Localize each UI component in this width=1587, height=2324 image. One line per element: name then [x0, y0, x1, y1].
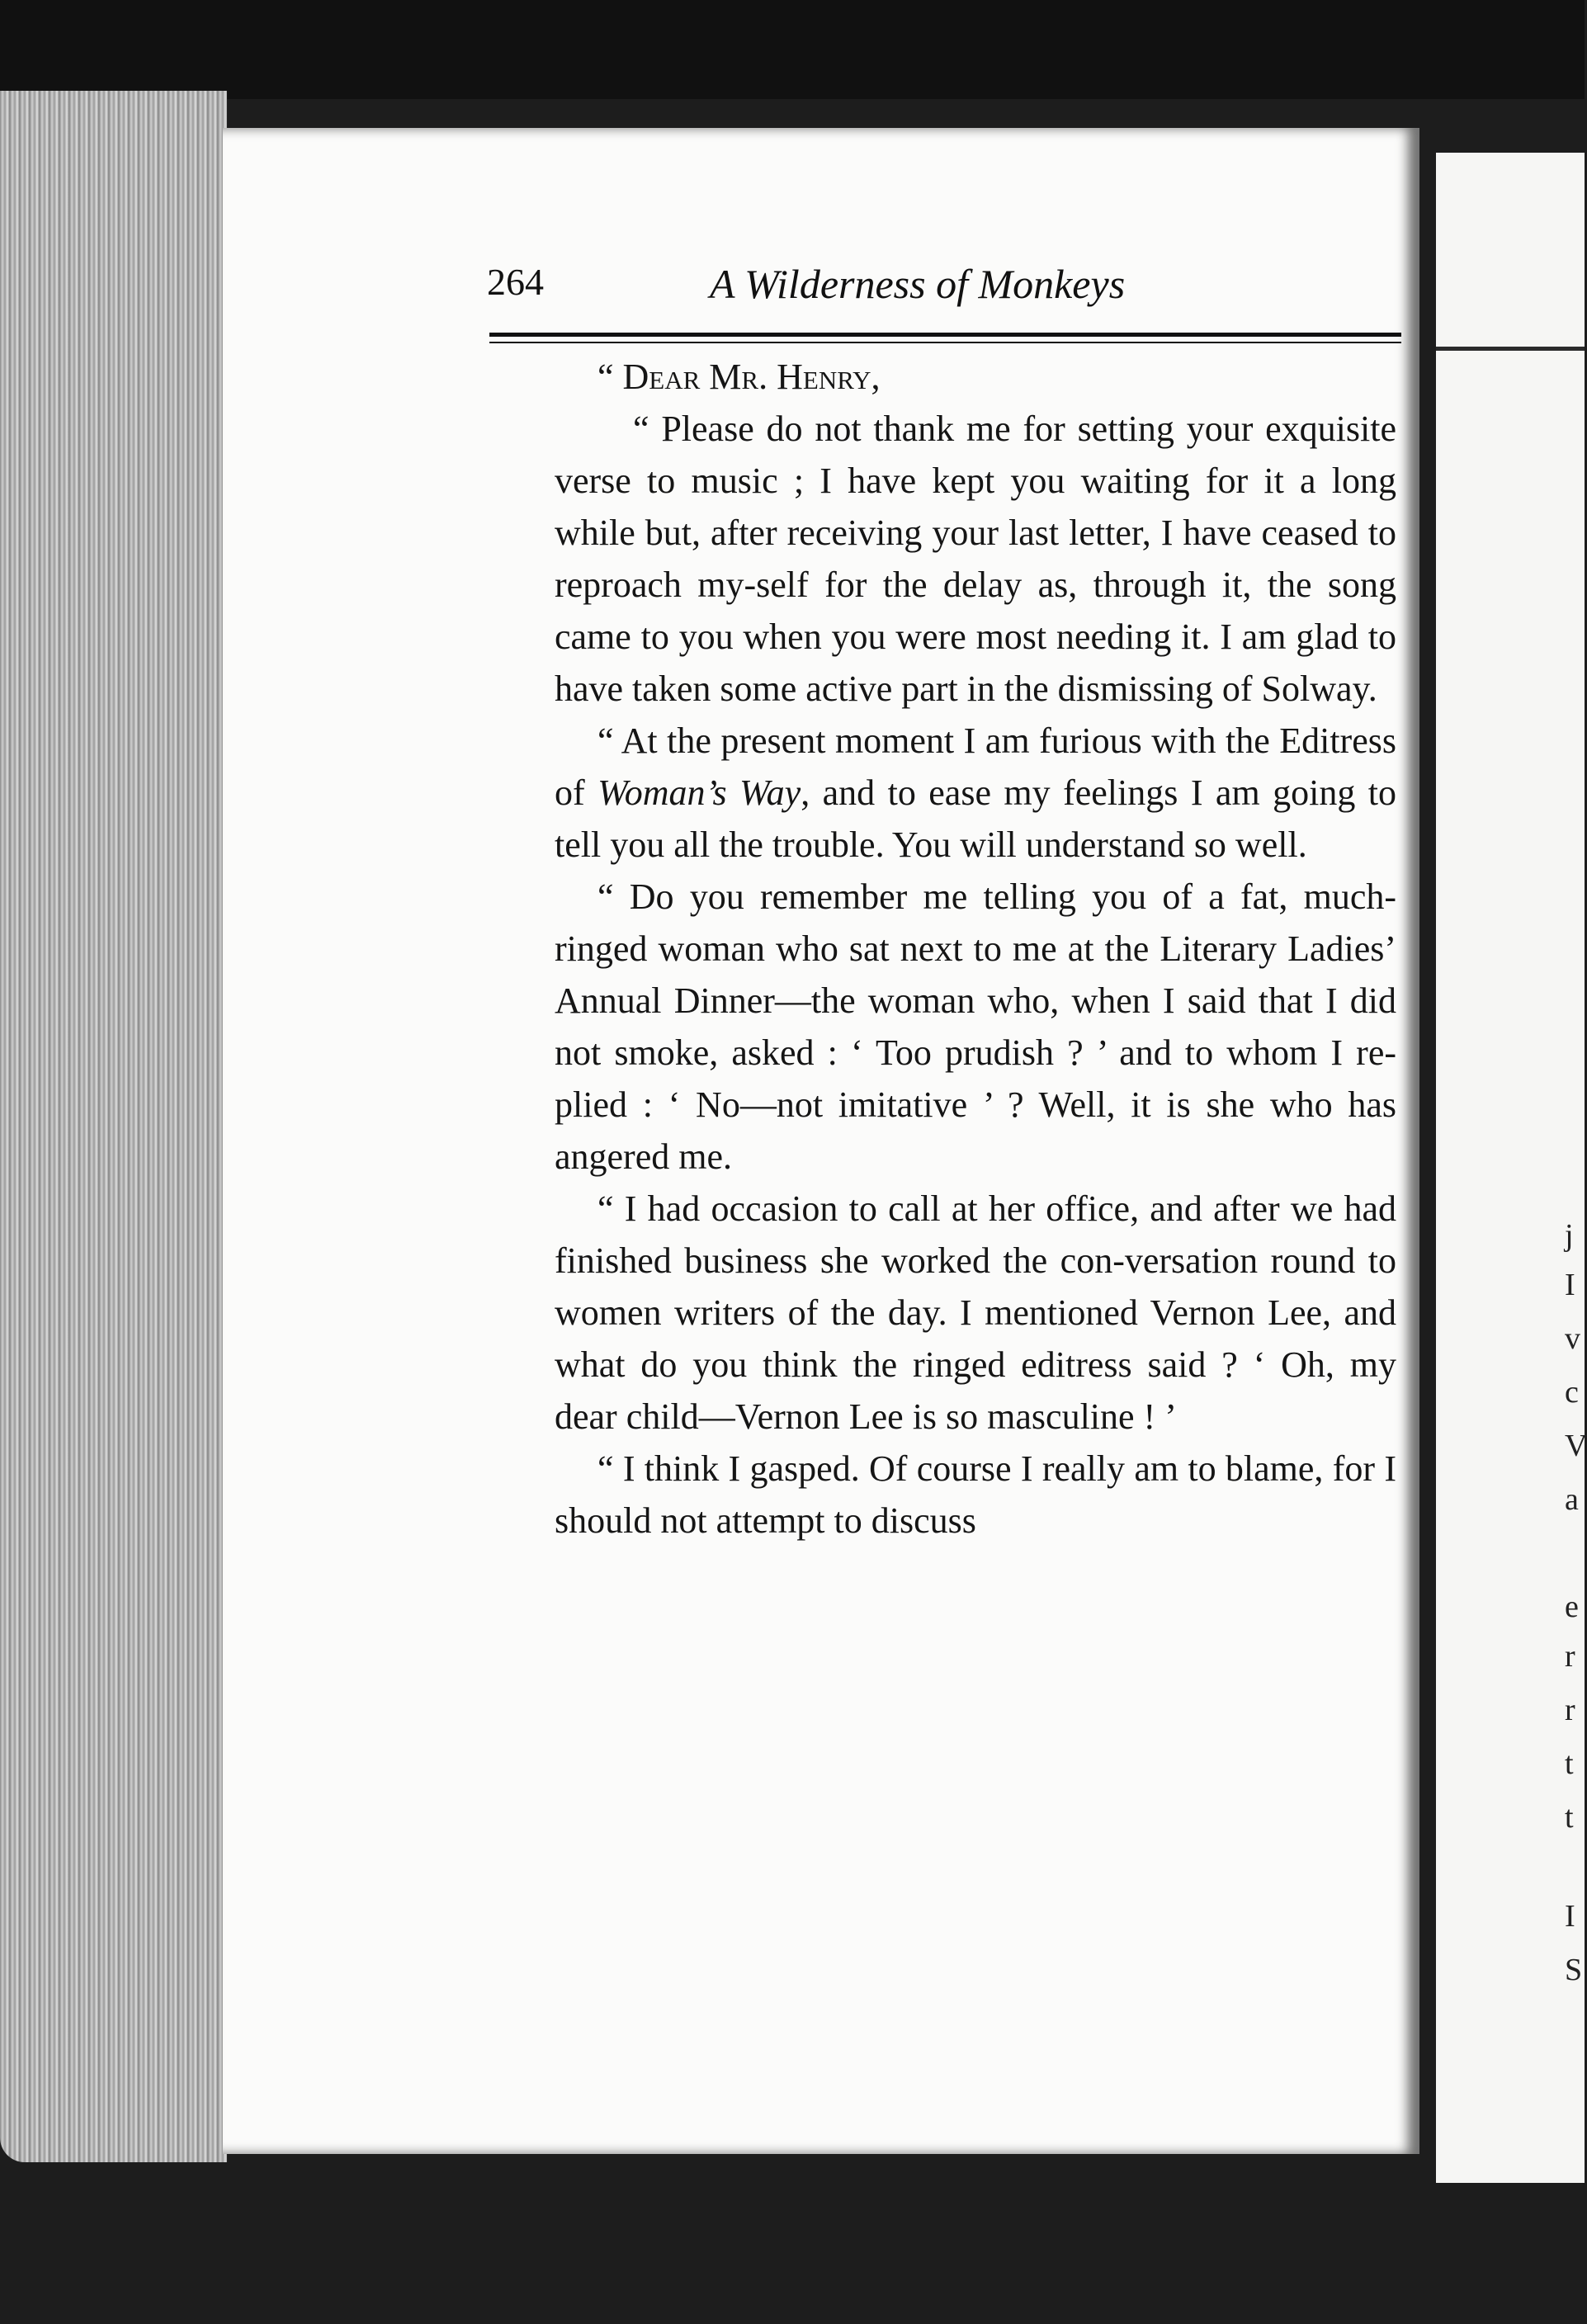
paragraph: “ Please do not thank me for setting your exquisite verse to music ; I have kept you waiting for it a long while but, after receiving your last letter, I have ceased to reproach my-self for the delay as, through it, the song came to you when you were most needing it. I am glad to have taken some active part in the dismissing of Solway. — [555, 409, 1396, 709]
page-number: 264 — [487, 261, 544, 303]
facing-page-fragment: v — [1565, 1321, 1580, 1356]
facing-page-fragment: r — [1565, 1693, 1575, 1727]
facing-page-fragment: S — [1565, 1953, 1583, 1987]
facing-page-fragment: I — [1565, 1268, 1575, 1302]
facing-page-fragment: t — [1565, 1800, 1574, 1835]
facing-page-fragment: r — [1565, 1639, 1575, 1674]
paragraph-text: “ At the present moment I am furious with the Editress of — [555, 720, 1396, 813]
paragraph — [555, 715, 1396, 871]
facing-page-fragment: a — [1565, 1482, 1579, 1517]
book-page-edges — [0, 91, 227, 2162]
facing-page-fragment: I — [1565, 1899, 1575, 1934]
paragraph: “ I think I gasped. Of course I really am to blame, for I should not attempt to discuss — [555, 1448, 1396, 1541]
paragraph: “ Do you remember me telling you of a fat, much-ringed woman who sat next to me at the Literary Ladies’ Annual Dinner—the woman who, when I said that I did not smoke, asked : ‘ Too prudish ? ’ and to whom I re-plied : ‘ No—not imitative ’ ? Well, it is she who has angered me. — [555, 876, 1396, 1177]
running-head — [487, 260, 1403, 326]
body-text — [555, 351, 1396, 1547]
facing-page-fragment: c — [1565, 1375, 1579, 1410]
facing-page-text — [1436, 153, 1585, 2183]
facing-page-fragment: t — [1565, 1746, 1574, 1781]
header-rule-thin — [489, 342, 1401, 343]
facing-page-fragment: j — [1565, 1218, 1574, 1253]
header-rule — [489, 333, 1401, 337]
scan-background — [0, 0, 1585, 99]
letter-salutation: “ Dear Mr. Henry, — [597, 357, 881, 397]
paragraph-text: , and to ease my feelings I am going to tell you all the trouble. You will understand so well. — [555, 772, 1397, 865]
paragraph: “ I had occasion to call at her office, and after we had finished business she worked the con-versation round to women writers of the day. I mentioned Vernon Lee, and what do you think the ringed editress said ? ‘ Oh, my dear child—Vernon Lee is so masculine ! ’ — [555, 1188, 1396, 1437]
book-title: A Wilderness of Monkeys — [710, 261, 1126, 307]
facing-page-fragment: e — [1565, 1589, 1579, 1624]
facing-page-fragment: V — [1565, 1429, 1587, 1463]
magazine-title: Woman’s Way — [597, 772, 801, 813]
facing-page — [1436, 153, 1585, 2183]
